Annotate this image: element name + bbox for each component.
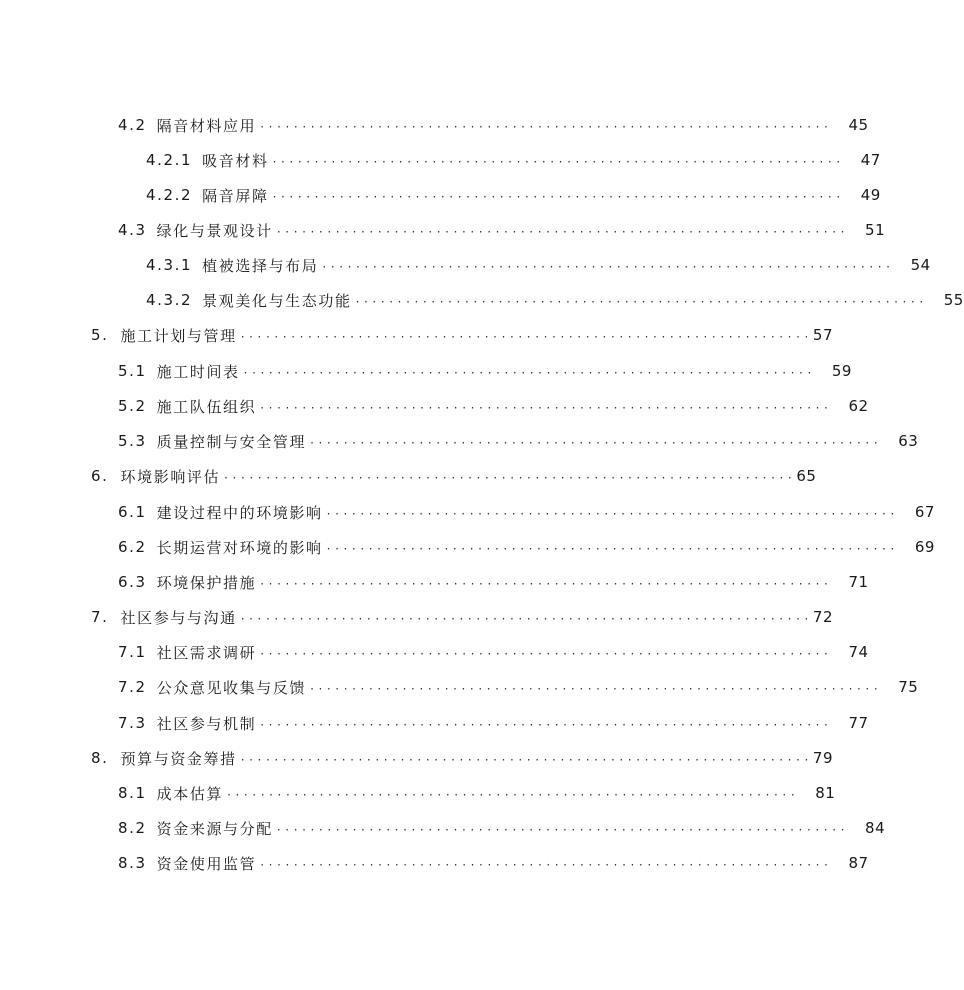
toc-number: 4.2.2: [146, 186, 193, 204]
toc-title: 资金使用监管: [156, 854, 257, 873]
toc-page-number: 72: [812, 608, 833, 626]
toc-number: 6.: [91, 467, 109, 485]
toc-page-number: 71: [848, 573, 869, 591]
toc-title: 预算与资金筹措: [120, 749, 237, 768]
toc-number: 4.3: [118, 221, 147, 239]
toc-page-number: 69: [914, 538, 935, 556]
dot-leader: ····································································: [224, 471, 797, 485]
toc-entry[interactable]: [118, 501, 935, 523]
toc-number: 5.1: [118, 362, 147, 380]
toc-number: 5.3: [118, 432, 147, 450]
toc-title: 环境影响评估: [120, 467, 221, 486]
dot-leader: ····································································: [326, 542, 899, 556]
dot-leader: ····································································: [355, 295, 928, 309]
dot-leader: ····································································: [260, 120, 833, 134]
dot-leader: ····································································: [240, 753, 813, 767]
dot-leader: ····································································: [260, 577, 833, 591]
toc-entry[interactable]: [118, 712, 869, 734]
toc-number: 4.2.1: [146, 151, 193, 169]
toc-page-number: 51: [865, 221, 886, 239]
toc-entry[interactable]: [118, 571, 869, 593]
toc-entry[interactable]: [118, 395, 869, 417]
dot-leader: ····································································: [272, 155, 845, 169]
toc-title: 社区需求调研: [156, 643, 257, 662]
toc-number: 5.2: [118, 397, 147, 415]
toc-entry[interactable]: [118, 782, 836, 804]
toc-page-number: 67: [914, 503, 935, 521]
toc-title: 环境保护措施: [156, 573, 257, 592]
dot-leader: ····································································: [260, 718, 833, 732]
toc-number: 8.: [91, 749, 109, 767]
toc-entry[interactable]: [146, 184, 881, 206]
dot-leader: ····································································: [243, 366, 816, 380]
toc-number: 7.2: [118, 678, 147, 696]
dot-leader: ····································································: [276, 823, 850, 837]
dot-leader: ····································································: [310, 682, 883, 696]
toc-number: 4.3.2: [146, 291, 193, 309]
toc-entry[interactable]: [146, 149, 881, 171]
dot-leader: ····································································: [276, 225, 850, 239]
toc-page-number: 79: [812, 749, 833, 767]
toc-entry[interactable]: [118, 114, 869, 136]
toc-entry[interactable]: [91, 465, 817, 487]
toc-number: 6.2: [118, 538, 147, 556]
toc-title: 长期运营对环境的影响: [156, 538, 323, 557]
toc-number: 4.2: [118, 116, 147, 134]
toc-page-number: 47: [860, 151, 881, 169]
toc-title: 施工时间表: [156, 362, 240, 381]
dot-leader: ····································································: [260, 858, 833, 872]
dot-leader: ····································································: [260, 647, 833, 661]
toc-title: 资金来源与分配: [156, 819, 273, 838]
toc-title: 植被选择与布局: [202, 256, 319, 275]
dot-leader: ····································································: [272, 190, 845, 204]
toc-page-number: 62: [848, 397, 869, 415]
dot-leader: ····································································: [240, 330, 813, 344]
dot-leader: ····································································: [240, 612, 813, 626]
toc-title: 建设过程中的环境影响: [156, 503, 323, 522]
toc-title: 成本估算: [156, 784, 224, 803]
toc-page-number: 87: [848, 854, 869, 872]
dot-leader: ····································································: [310, 436, 883, 450]
toc-number: 7.1: [118, 643, 147, 661]
toc-number: 8.2: [118, 819, 147, 837]
toc-number: 4.3.1: [146, 256, 193, 274]
toc-entry[interactable]: [118, 641, 869, 663]
toc-page-number: 74: [848, 643, 869, 661]
toc-entry[interactable]: [118, 676, 919, 698]
toc-number: 6.3: [118, 573, 147, 591]
toc-number: 6.1: [118, 503, 147, 521]
toc-title: 施工计划与管理: [120, 326, 237, 345]
toc-entry[interactable]: [118, 430, 919, 452]
toc-title: 公众意见收集与反馈: [156, 678, 307, 697]
toc-number: 7.: [91, 608, 109, 626]
toc-entry[interactable]: [118, 852, 869, 874]
dot-leader: ····································································: [326, 507, 899, 521]
dot-leader: ····································································: [322, 260, 895, 274]
toc-page-number: 81: [815, 784, 836, 802]
toc-page-number: 65: [796, 467, 817, 485]
toc-title: 施工队伍组织: [156, 397, 257, 416]
toc-page-number: 63: [898, 432, 919, 450]
toc-title: 社区参与与沟通: [120, 608, 237, 627]
toc-entry[interactable]: [118, 536, 935, 558]
toc-entry[interactable]: [118, 817, 886, 839]
toc-title: 质量控制与安全管理: [156, 432, 307, 451]
toc-page-number: 45: [848, 116, 869, 134]
toc-title: 绿化与景观设计: [156, 221, 273, 240]
toc-page-number: 77: [848, 714, 869, 732]
toc-page-number: 75: [898, 678, 919, 696]
toc-page-number: 54: [910, 256, 931, 274]
toc-entry[interactable]: [118, 219, 886, 241]
toc-number: 7.3: [118, 714, 147, 732]
toc-number: 8.1: [118, 784, 147, 802]
toc-entry[interactable]: [91, 324, 833, 346]
toc-page-number: 57: [812, 326, 833, 344]
toc-number: 8.3: [118, 854, 147, 872]
toc-entry[interactable]: [91, 606, 833, 628]
toc-entry[interactable]: [146, 289, 964, 311]
toc-title: 隔音材料应用: [156, 116, 257, 135]
toc-title: 景观美化与生态功能: [202, 291, 352, 310]
toc-title: 社区参与机制: [156, 714, 257, 733]
toc-title: 吸音材料: [202, 151, 269, 170]
toc-page-number: 84: [865, 819, 886, 837]
toc-page-number: 49: [860, 186, 881, 204]
toc-entry[interactable]: [146, 254, 931, 276]
toc-title: 隔音屏障: [202, 186, 269, 205]
toc-page-number: 55: [943, 291, 964, 309]
toc-entry[interactable]: [118, 360, 852, 382]
toc-entry[interactable]: [91, 747, 833, 769]
dot-leader: ····································································: [227, 788, 800, 802]
toc-number: 5.: [91, 326, 109, 344]
dot-leader: ····································································: [260, 401, 833, 415]
toc-page-number: 59: [831, 362, 852, 380]
